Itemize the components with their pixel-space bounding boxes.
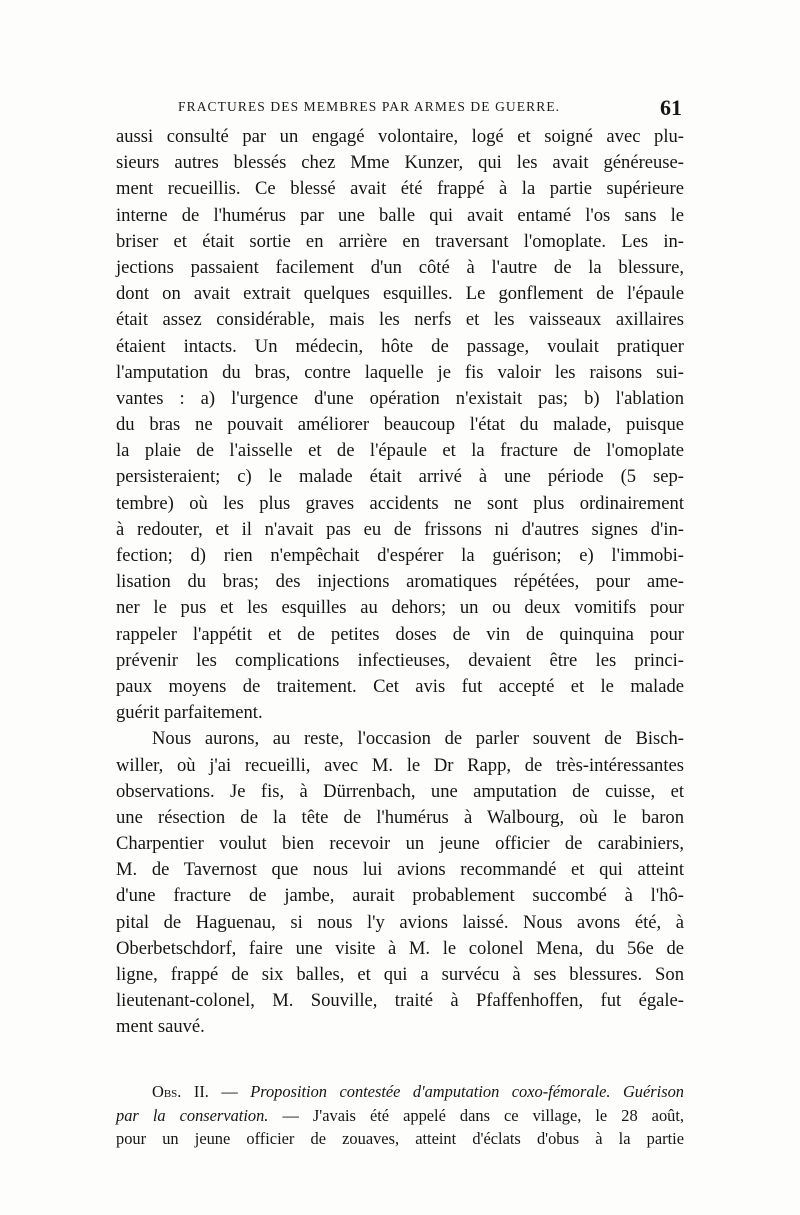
text-line: paux moyens de traitement. Cet avis fut accepté et le malade [116,675,684,697]
text-line: une résection de la tête de l'humérus à Walbourg, où le baron [116,806,684,828]
text-line: tembre) où les plus graves accidents ne sont plus ordinairement [116,492,684,514]
text-line: briser et était sortie en arrière en traversant l'omoplate. Les in- [116,230,684,252]
text-line: étaient intacts. Un médecin, hôte de passage, voulait pratiquer [116,335,684,357]
text-line: lisation du bras; des injections aromatiques répétées, pour ame- [116,571,684,593]
text-line: du bras ne pouvait améliorer beaucoup l'état du malade, puisque [116,414,684,436]
text-line: jections passaient facilement d'un côté à l'autre de la blessure, [116,256,684,278]
text-line: ligne, frappé de six balles, et qui a survécu à ses blessures. Son [116,964,684,985]
text-line: guérit parfaitement. [116,702,263,724]
text-line: était assez considérable, mais les nerfs et les vaisseaux axillaires [116,309,684,331]
running-head [0,95,800,125]
text-line: Nous aurons, au reste, l'occasion de parler souvent de Bisch- [152,728,684,750]
body-text [116,124,684,1041]
text-line: observations. Je fis, à Dürrenbach, une amputation de cuisse, et [116,780,684,802]
text-line: dont on avait extrait quelques esquilles. Le gonflement de l'épaule [116,283,684,305]
page-number: 61 [660,95,682,120]
text-line: à redouter, et il n'avait pas eu de frissons ni d'autres signes d'in- [116,518,684,540]
text-line: l'amputation du bras, contre laquelle je fis valoir les raisons sui- [116,361,684,383]
text-line: vantes : a) l'urgence d'une opération n'existait pas; b) l'ablation [116,387,684,409]
observation-title: Proposition contestée d'amputation coxo-fémorale. Guérison [250,1082,684,1101]
text-line: interne de l'humérus par une balle qui avait entamé l'os sans le [116,204,684,226]
observation-line: pour un jeune officier de zouaves, atteint d'éclats d'obus à la partie [116,1129,684,1148]
observation-line [116,1104,684,1128]
paragraph-1 [116,124,684,726]
text-line: Charpentier voulut bien recevoir un jeune officier de carabiniers, [116,833,684,855]
text-line: prévenir les complications infectieuses, devaient être les princi- [116,649,684,671]
text-line: d'une fracture de jambe, aurait probablement succombé à l'hô- [116,885,684,907]
text-line: ment sauvé. [116,1016,205,1038]
text-line: aussi consulté par un engagé volontaire, logé et soigné avec plu- [116,126,684,147]
paragraph-2 [116,726,684,1040]
running-title: FRACTURES DES MEMBRES PAR ARMES DE GUERRE. [178,99,561,114]
observation-text: — J'avais été appelé dans ce village, le 28 août, [282,1105,685,1125]
observation-label: Obs. II. — [152,1082,238,1101]
observation-block [116,1080,684,1151]
text-line: willer, où j'ai recueilli, avec M. le Dr Rapp, de très-intéressantes [116,754,684,776]
text-line: fection; d) rien n'empêchait d'espérer la guérison; e) l'immobi- [116,545,684,566]
text-line: Oberbetschdorf, faire une visite à M. le colonel Mena, du 56e de [116,937,684,959]
text-line: la plaie de l'aisselle et de l'épaule et la fracture de l'omoplate [116,440,684,462]
text-line: pital de Haguenau, si nous l'y avions laissé. Nous avons été, à [116,911,684,933]
text-line: sieurs autres blessés chez Mme Kunzer, qui les avait généreuse- [116,152,684,174]
text-line: ner le pus et les esquilles au dehors; un ou deux vomitifs pour [116,597,684,619]
text-line: lieutenant-colonel, M. Souville, traité à Pfaffenhoffen, fut égale- [116,990,684,1012]
observation-line [116,1080,684,1104]
text-line: M. de Tavernost que nous lui avions recommandé et qui atteint [116,859,684,881]
text-line: ment recueillis. Ce blessé avait été frappé à la partie supérieure [116,178,684,200]
observation-title-continued: par la conservation. [116,1105,269,1125]
text-line: rappeler l'appétit et de petites doses de vin de quinquina pour [116,623,684,645]
text-line: persisteraient; c) le malade était arrivé à une période (5 sep- [116,466,684,488]
